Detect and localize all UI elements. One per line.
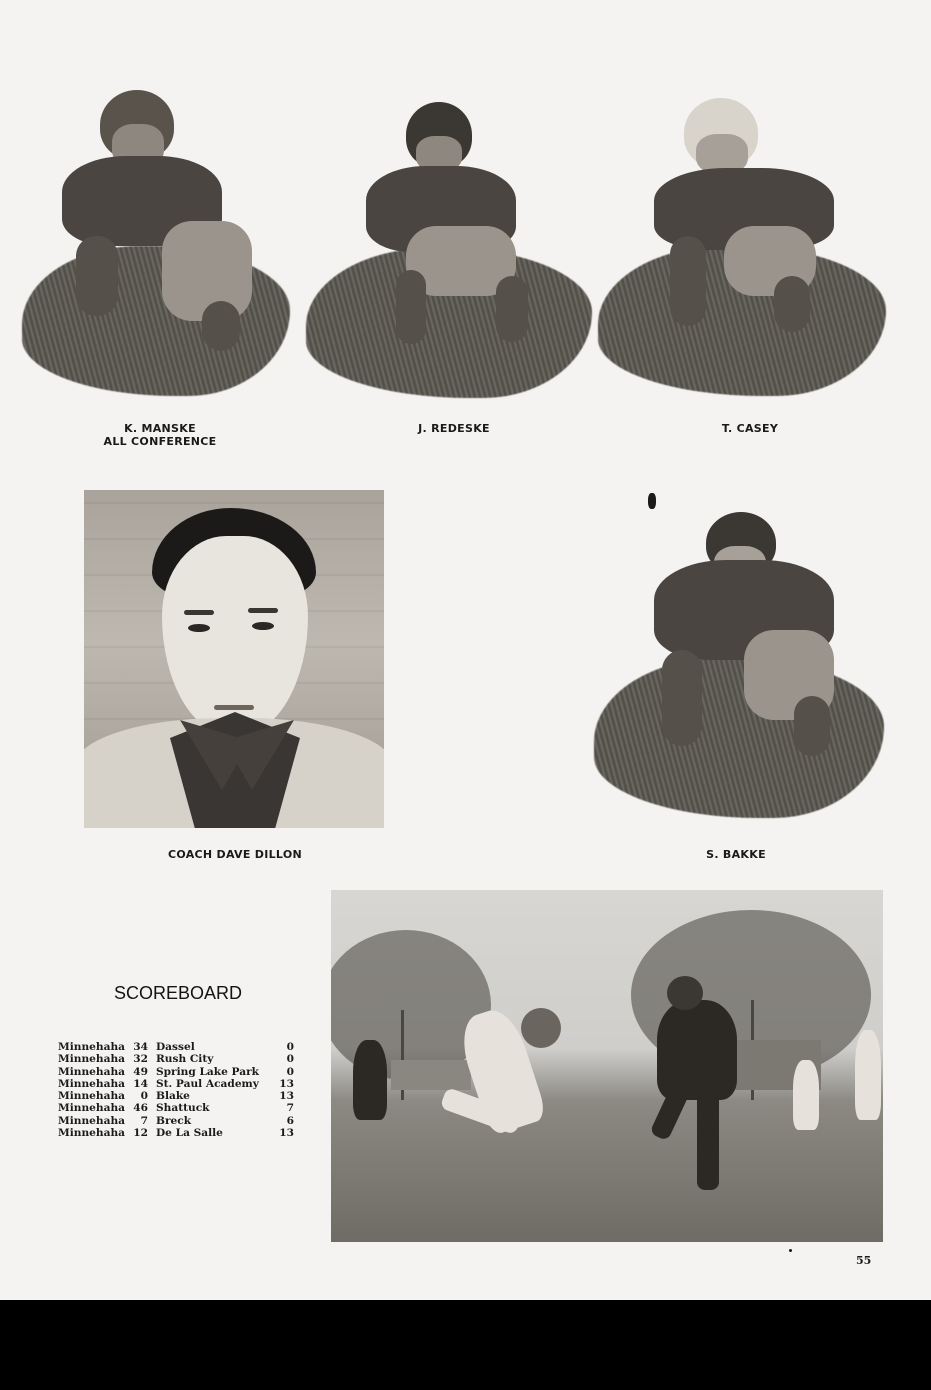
- player-name: T. CASEY: [721, 422, 779, 435]
- team-score: 46: [133, 1102, 148, 1115]
- opponent-name: De La Salle: [156, 1127, 223, 1140]
- player-photo-casey: [598, 86, 888, 398]
- player-photo-manske: [22, 86, 292, 398]
- coach-caption: COACH DAVE DILLON: [167, 848, 302, 861]
- team-name: Minnehaha: [58, 1090, 126, 1103]
- opponent-name: St. Paul Academy: [156, 1077, 259, 1090]
- player-caption-redeske: [364, 422, 544, 435]
- score-row: [58, 1102, 294, 1114]
- score-row: [58, 1066, 294, 1078]
- player-photo-bakke: [594, 500, 886, 820]
- player-caption-manske: [60, 422, 260, 448]
- scoreboard-title: SCOREBOARD: [113, 983, 243, 1003]
- opponent-name: Rush City: [156, 1053, 214, 1066]
- team-name: Minnehaha: [58, 1053, 126, 1066]
- page-number: 55: [856, 1254, 872, 1267]
- opponent-name: Dassel: [156, 1041, 195, 1053]
- game-action-photo: [331, 890, 883, 1242]
- player-note: ALL CONFERENCE: [103, 435, 217, 448]
- player-name: S. BAKKE: [706, 848, 766, 861]
- opponent-name: Spring Lake Park: [156, 1065, 260, 1078]
- opponent-name: Blake: [156, 1090, 190, 1103]
- opponent-score: 7: [286, 1102, 294, 1115]
- player-name: J. REDESKE: [418, 422, 490, 435]
- opponent-name: Shattuck: [156, 1102, 210, 1115]
- score-row: [58, 1115, 294, 1127]
- team-score: 34: [133, 1041, 148, 1053]
- team-score: 49: [133, 1065, 148, 1078]
- team-score: 32: [133, 1053, 148, 1066]
- player-caption-bakke: [666, 848, 806, 861]
- coach-portrait: [84, 490, 384, 828]
- opponent-score: 0: [286, 1041, 294, 1053]
- team-score: 14: [133, 1077, 148, 1090]
- score-row: [58, 1078, 294, 1090]
- team-score: 12: [133, 1127, 148, 1140]
- opponent-score: 13: [279, 1077, 294, 1090]
- player-name: K. MANSKE: [124, 422, 196, 435]
- score-row: [58, 1053, 294, 1065]
- opponent-score: 0: [286, 1065, 294, 1078]
- team-score: 0: [140, 1090, 148, 1103]
- player-caption-casey: [660, 422, 840, 435]
- team-name: Minnehaha: [58, 1102, 126, 1115]
- opponent-score: 13: [279, 1127, 294, 1140]
- team-score: 7: [140, 1114, 148, 1127]
- team-name: Minnehaha: [58, 1077, 126, 1090]
- player-photo-redeske: [306, 100, 594, 400]
- opponent-name: Breck: [156, 1114, 192, 1127]
- opponent-score: 13: [279, 1090, 294, 1103]
- score-row: [58, 1127, 294, 1139]
- scoreboard-table: [58, 1041, 294, 1139]
- team-name: Minnehaha: [58, 1041, 126, 1053]
- ink-speck: [789, 1249, 792, 1252]
- team-name: Minnehaha: [58, 1127, 126, 1140]
- score-row: [58, 1041, 294, 1053]
- opponent-score: 0: [286, 1053, 294, 1066]
- score-row: [58, 1090, 294, 1102]
- team-name: Minnehaha: [58, 1065, 126, 1078]
- opponent-score: 6: [286, 1114, 294, 1127]
- ink-speck: [648, 493, 656, 509]
- team-name: Minnehaha: [58, 1114, 126, 1127]
